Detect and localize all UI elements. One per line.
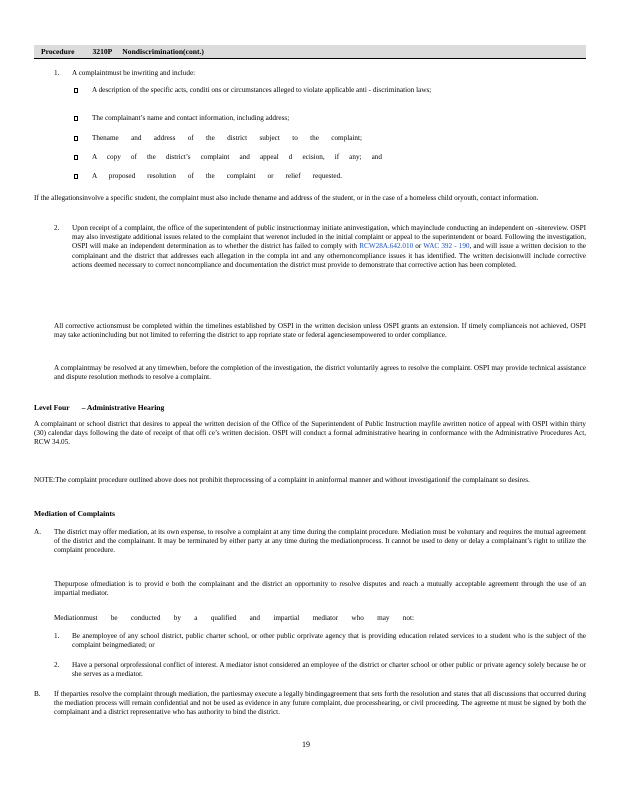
procedure-header xyxy=(41,47,204,56)
mediation-heading: Mediation of Complaints xyxy=(34,509,116,518)
item-2-text-end: , and will issue a written decision to the complainant and the district that addresses each allegation in the compla int and any othernoncompliance issues it has identified. The written decisionwill include corrective actions deemed necessary to correct noncompliance and documentation the district must provide to demonstrate that corrective action has been completed. xyxy=(72,242,586,269)
item-2-paragraph xyxy=(72,224,586,270)
note-paragraph: NOTE:The complaint procedure outlined above does not prohibit theprocessing of a complaint in aninformal manner and without investigationif the complainant so desires. xyxy=(34,476,530,484)
student-paragraph: If the allegationsinvolve a specific student, the complaint must also include thename and address of the student, or in the case of a homeless child oryouth, contact information. xyxy=(34,194,539,202)
resolve-paragraph: A complaintmay be resolved at any timewhen, before the completion of the investigation, the district voluntarily agrees to resolve the complaint. OSPI may provide technical assistance and dispute resolution methods to resolve a complaint. xyxy=(54,364,586,382)
mediation-must-line: Mediationmust be conducted by a qualified and impartial mediator who may not: xyxy=(54,614,414,622)
item-2-number: 2. xyxy=(54,224,60,232)
item-1-bullet: A description of the specific acts, conditi ons or circumstances alleged to violate applicable anti - discrimination laws; xyxy=(92,86,432,94)
mediation-sub-2-text: Have a personal orprofessional conflict of interest. A mediator isnot considered an employee of the district or charter school or other public or private agency solely because he or she serves as a mediator. xyxy=(72,661,586,679)
checkbox-bullet-icon xyxy=(74,155,78,160)
checkbox-bullet-icon xyxy=(74,88,78,93)
procedure-label: Procedure xyxy=(41,47,75,56)
level-four-dash: – xyxy=(81,403,86,412)
item-1-bullet: A proposed resolution of the complaint or relief requested. xyxy=(92,172,342,180)
level-four-paragraph: A complainant or school district that desires to appeal the written decision of the Office of the Superintendent of Public Instruction mayfile awritten notice of appeal with OSPI within thirty (30) calendar days following the date of receipt of that offi ce’s written decision. OSPI will conduct a formal administrative hearing in conformance with the Administrative Procedures Act, RCW 34.05. xyxy=(34,420,586,447)
procedure-title: Nondiscrimination(cont.) xyxy=(122,47,204,56)
wac-link[interactable]: WAC 392 - 190 xyxy=(423,242,470,251)
checkbox-bullet-icon xyxy=(74,136,78,141)
mediation-item-a-text: The district may offer mediation, at its own expense, to resolve a complaint at any time during the complaint procedure. Mediation must be voluntary and requires the mutual agreement of the district and the complainant. It may be terminated by either party at any time during the mediationprocess. It cannot be used to deny or delay a complainant’s right to utilize the complaint procedure. xyxy=(54,528,586,555)
item-2-or: or xyxy=(415,242,422,251)
mediation-sub-1-text: Be anemployee of any school district, public charter school, or other public orprivate agency that is providing education related services to a student who is the subject of the complaint beingmediated; or xyxy=(72,632,586,650)
level-four-label: Level Four xyxy=(34,403,70,412)
procedure-number: 3210P xyxy=(92,47,113,56)
checkbox-bullet-icon xyxy=(74,174,78,179)
mediation-item-b-text: If theparties resolve the complaint through mediation, the partiesmay execute a legally bindingagreement that sets forth the resolution and states that all discussions that occurred during the mediation process will remain confidential and not be used as evidence in any future complaint, due processhearing, or civil proceeding. The agreeme nt must be signed by both the complainant and a district representative who has authority to bind the district. xyxy=(54,690,586,717)
mediation-purpose-paragraph: Thepurpose ofmediation is to provid e both the complainant and the district an opportunity to resolve disputes and reach a mutually acceptable agreement through the use of an impartial mediator. xyxy=(54,580,586,598)
item-1-bullet: A copy of the district’s complaint and appeal d ecision, if any; and xyxy=(92,153,382,161)
item-1-bullet: The complainant’s name and contact information, including address; xyxy=(92,114,290,122)
mediation-sub-1-number: 1. xyxy=(54,632,60,640)
item-1-intro: A complaintmust be inwriting and include: xyxy=(72,69,196,77)
rcw-link[interactable]: RCW28A.642.010 xyxy=(359,242,414,251)
corrective-actions-paragraph: All corrective actionsmust be completed within the timelines established by OSPI in the written decision unless OSPI grants an extension. If timely compliancеis not achieved, OSPI may take actionincluding but not limited to referring the district to app ropriate state or federal agenciesempowered to order compliance. xyxy=(54,322,586,340)
mediation-item-b-letter: B. xyxy=(34,690,41,698)
mediation-item-a-letter: A. xyxy=(34,528,41,536)
level-four-heading xyxy=(34,403,164,412)
level-four-title: Administrative Hearing xyxy=(86,403,165,412)
item-1-bullet: Thename and address of the district subject to the complaint; xyxy=(92,134,362,142)
item-2-text-start: Upon receipt of a complaint, the office of the superintendent of public instructionmay initiate aninvestigation, which mayinclude conducting an independent on -sitereview. OSPI may also investigate additional issues related to the complaint that werenot included in the initial complaint or appeal to the superintendent or board. Following the investigation, OSPI will make an independent determination as to whether the district has failed to comply with xyxy=(72,224,586,251)
mediation-sub-2-number: 2. xyxy=(54,661,60,669)
checkbox-bullet-icon xyxy=(74,116,78,121)
page-number: 19 xyxy=(302,740,310,749)
item-1-number: 1. xyxy=(54,69,60,77)
